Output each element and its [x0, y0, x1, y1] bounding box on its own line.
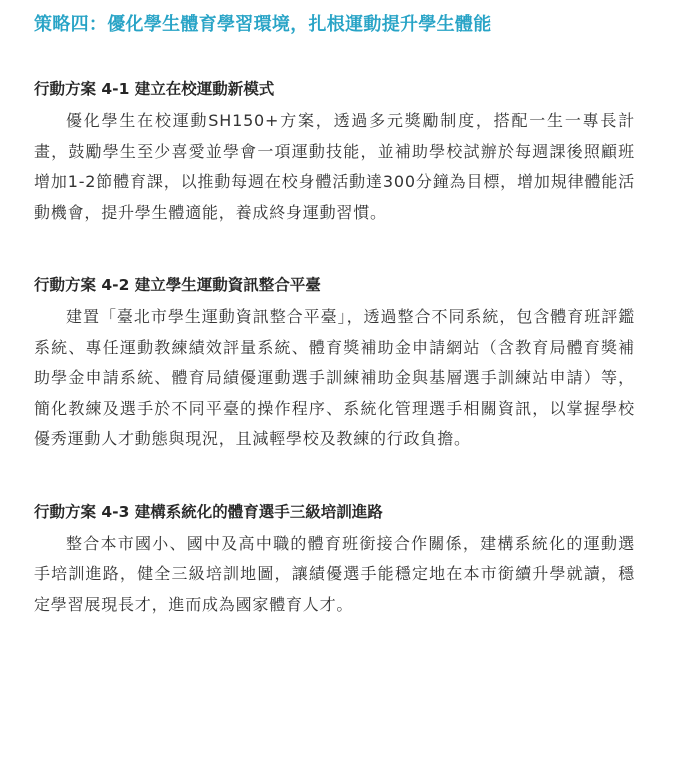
action-plan-body: 優化學生在校運動SH150+方案，透過多元獎勵制度，搭配一生一專長計畫，鼓勵學生至少喜愛並學會一項運動技能，並補助學校試辦於每週課後照顧班增加1-2節體育課，以推動每週在校身體活動達300分鐘為目標，增加規律體能活動機會，提升學生體適能，養成終身運動習慣。 [34, 111, 635, 222]
action-plan-heading: 行動方案 4-1 建立在校運動新模式 [34, 80, 275, 98]
action-plan-body: 建置「臺北市學生運動資訊整合平臺」，透過整合不同系統，包含體育班評鑑系統、專任運動教練績效評量系統、體育獎補助金申請網站（含教育局體育獎補助學金申請系統、體育局績優運動選手訓練補助金與基層選手訓練站申請）等，簡化教練及選手於不同平臺的操作程序、系統化管理選手相關資訊，以掌握學校優秀運動人才動態與現況，且減輕學校及教練的行政負擔。 [34, 307, 635, 448]
strategy-title: 策略四：優化學生體育學習環境，扎根運動提升學生體能 [34, 14, 492, 35]
action-plan-section [34, 501, 635, 621]
action-plan-section [34, 78, 635, 228]
action-plan-section [34, 274, 635, 455]
action-plan-heading: 行動方案 4-2 建立學生運動資訊整合平臺 [34, 276, 321, 294]
action-plan-body: 整合本市國小、國中及高中職的體育班銜接合作關係，建構系統化的運動選手培訓進路，健全三級培訓地圖，讓績優選手能穩定地在本市銜續升學就讀，穩定學習展現長才，進而成為國家體育人才。 [34, 533, 635, 614]
action-plan-heading: 行動方案 4-3 建構系統化的體育選手三級培訓進路 [34, 502, 383, 521]
